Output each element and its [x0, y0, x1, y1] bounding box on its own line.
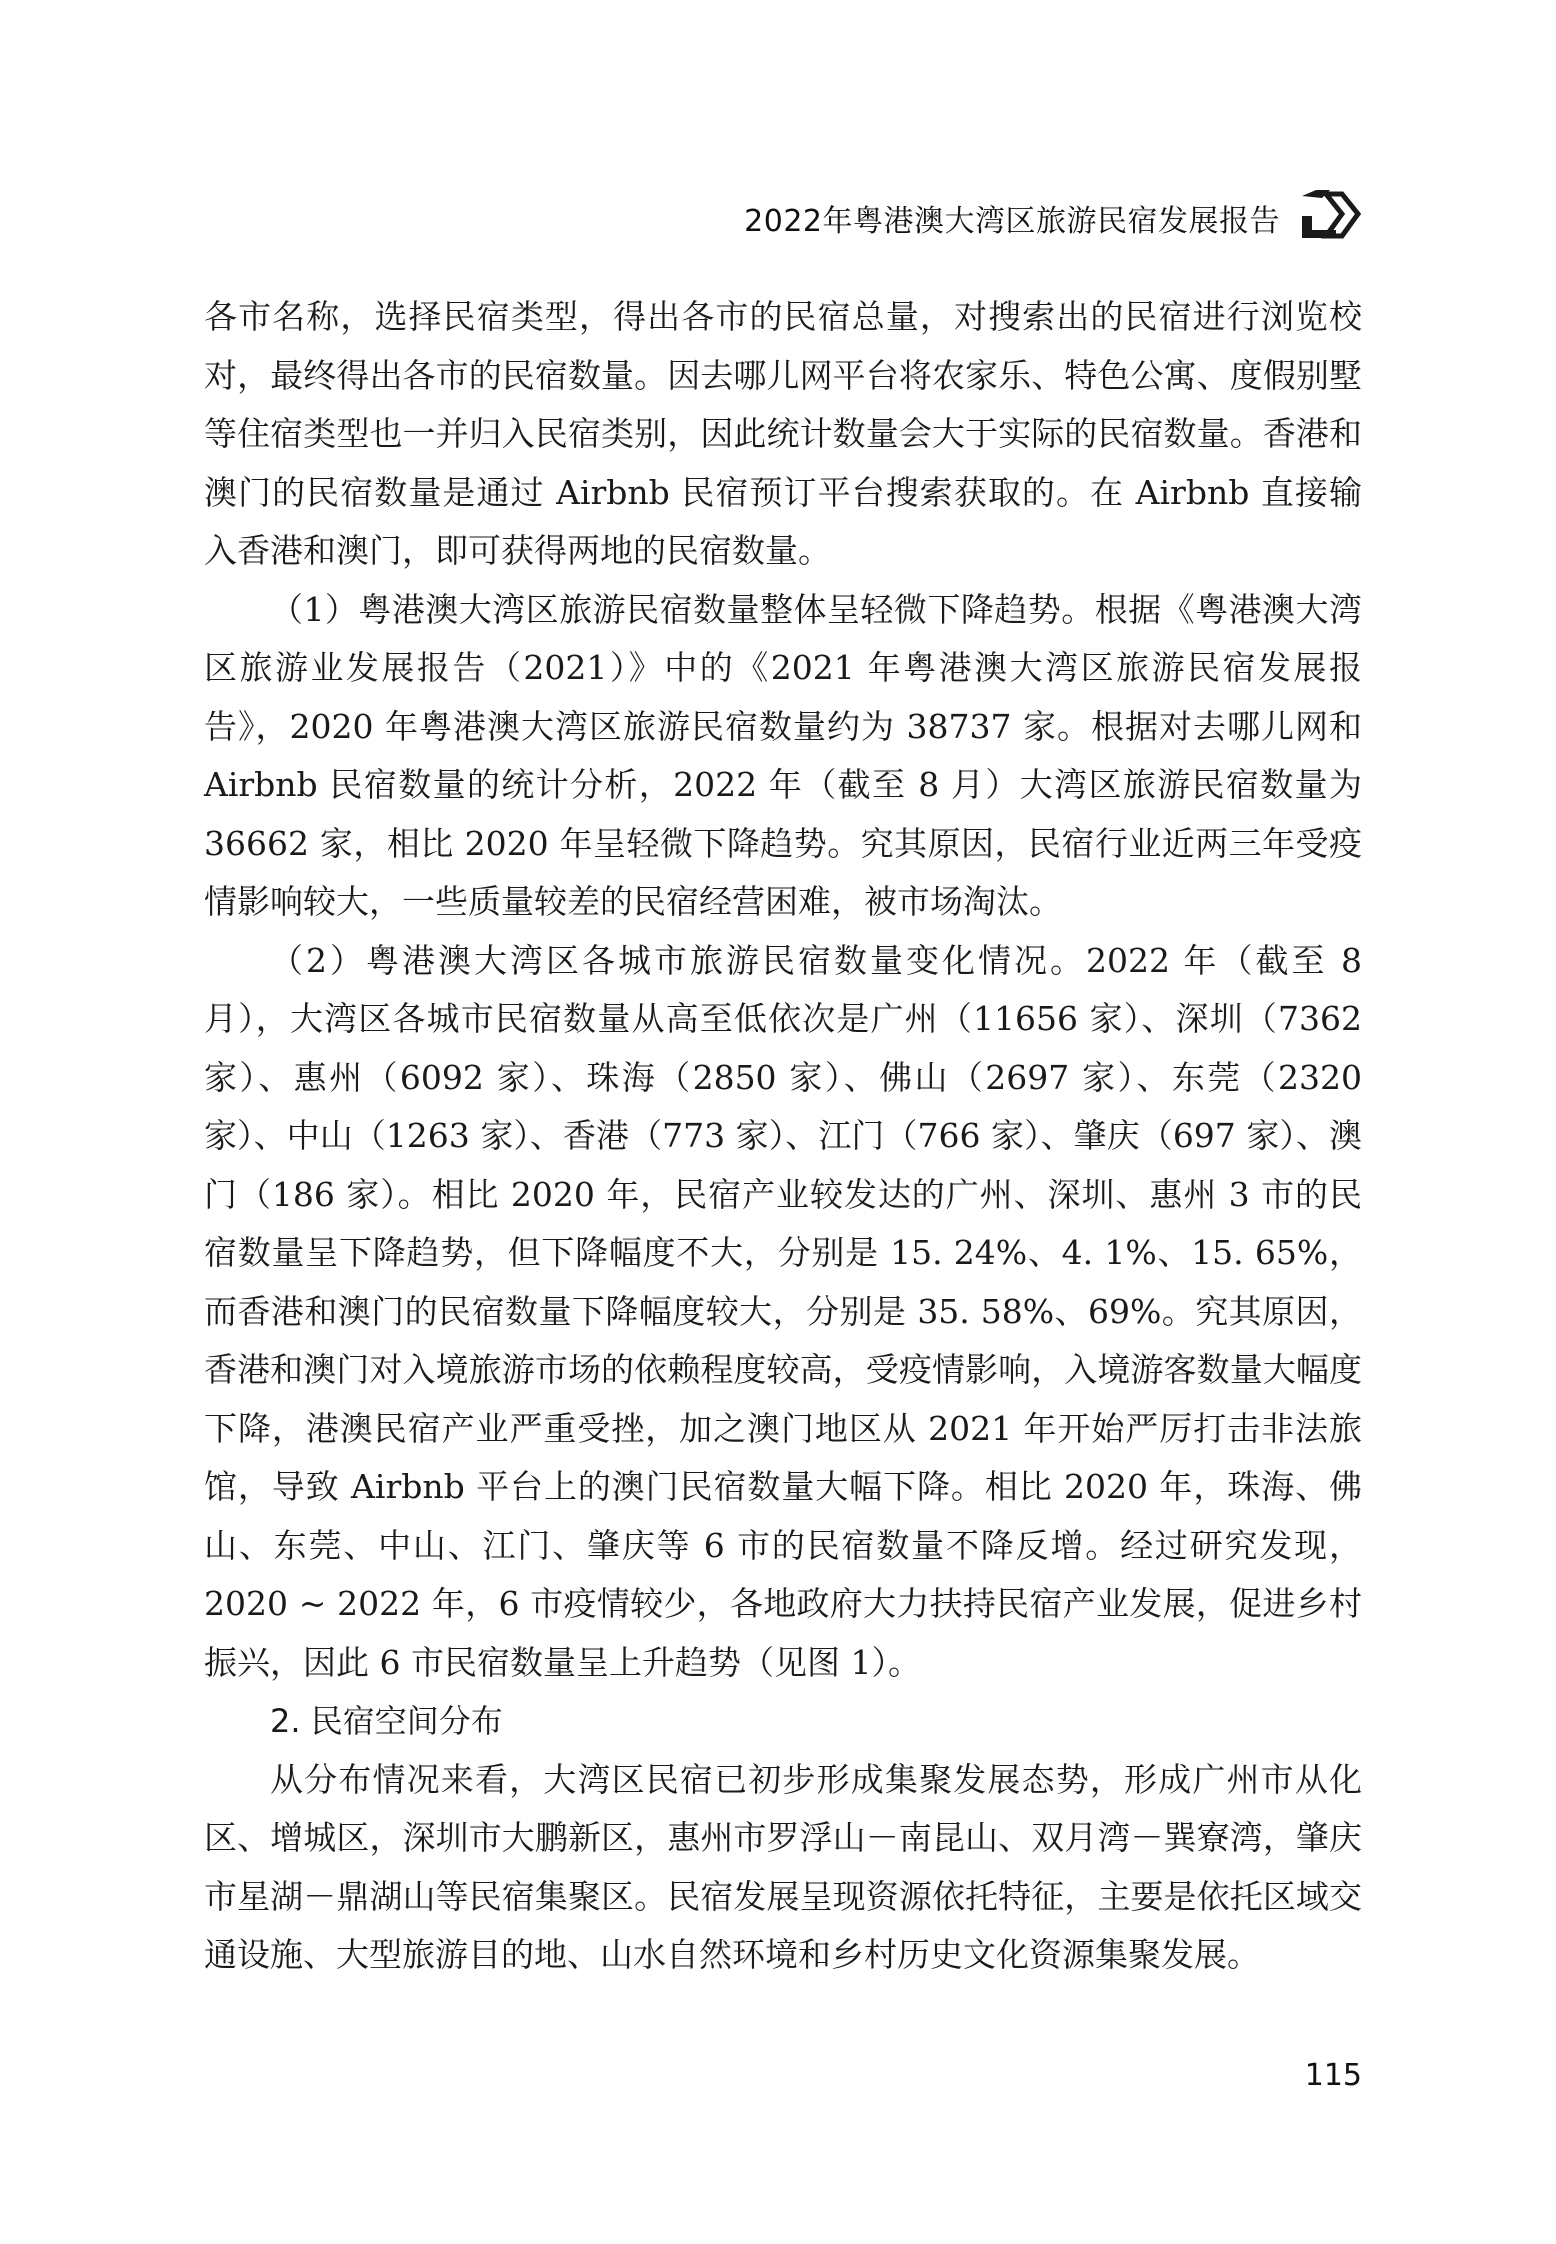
paragraph-trend-overall: （1）粤港澳大湾区旅游民宿数量整体呈轻微下降趋势。根据《粤港澳大湾区旅游业发展报告（2021）》中的《2021 年粤港澳大湾区旅游民宿发展报告》，2020 年粤港澳大湾区旅游民宿数量约为 38737 家。根据对去哪儿网和 Airbnb 民宿数量的统计分析，2022 年（截至 8 月）大湾区旅游民宿数量为 36662 家，相比 2020 年呈轻微下降趋势。究其原因，民宿行业近两三年受疫情影响较大，一些质量较差的民宿经营困难，被市场淘汰。: [204, 589, 1362, 921]
page-number: 115: [1304, 2058, 1362, 2093]
body-text: [204, 288, 1362, 1985]
paragraph-city-changes: （2）粤港澳大湾区各城市旅游民宿数量变化情况。2022 年（截至 8 月），大湾区各城市民宿数量从高至低依次是广州（11656 家）、深圳（7362 家）、惠州（6092 家）、珠海（2850 家）、佛山（2697 家）、东莞（2320 家）、中山（1263 家）、香港（773 家）、江门（766 家）、肇庆（697 家）、澳门（186 家）。相比 2020 年，民宿产业较发达的广州、深圳、惠州 3 市的民宿数量呈下降趋势，但下降幅度不大，分别是 15. 24%、4. 1%、15. 65%，而香港和澳门的民宿数量下降幅度较大，分别是 35. 58%、69%。究其原因，香港和澳门对入境旅游市场的依赖程度较高，受疫情影响，入境游客数量大幅度下降，港澳民宿产业严重受挫，加之澳门地区从 2021 年开始严厉打击非法旅馆，导致 Airbnb 平台上的澳门民宿数量大幅下降。相比 2020 年，珠海、佛山、东莞、中山、江门、肇庆等 6 市的民宿数量不降反增。经过研究发现，2020 ~ 2022 年，6 市疫情较少，各地政府大力扶持民宿产业发展，促进乡村振兴，因此 6 市民宿数量呈上升趋势（见图 1）。: [204, 940, 1362, 1682]
running-header-title: 2022年粤港澳大湾区旅游民宿发展报告: [744, 204, 1280, 239]
section-heading: 2. 民宿空间分布: [270, 1702, 503, 1740]
paragraph-intro: 各市名称，选择民宿类型，得出各市的民宿总量，对搜索出的民宿进行浏览校对，最终得出各市的民宿数量。因去哪儿网平台将农家乐、特色公寓、度假别墅等住宿类型也一并归入民宿类别，因此统计数量会大于实际的民宿数量。香港和澳门的民宿数量是通过 Airbnb 民宿预订平台搜索获取的。在 Airbnb 直接输入香港和澳门，即可获得两地的民宿数量。: [204, 297, 1362, 570]
book-chevron-icon: [1296, 186, 1362, 242]
paragraph-spatial-distribution: 从分布情况来看，大湾区民宿已初步形成集聚发展态势，形成广州市从化区、增城区，深圳市大鹏新区，惠州市罗浮山－南昆山、双月湾－巽寮湾，肇庆市星湖－鼎湖山等民宿集聚区。民宿发展呈现资源依托特征，主要是依托区域交通设施、大型旅游目的地、山水自然环境和乡村历史文化资源集聚发展。: [204, 1759, 1362, 1974]
